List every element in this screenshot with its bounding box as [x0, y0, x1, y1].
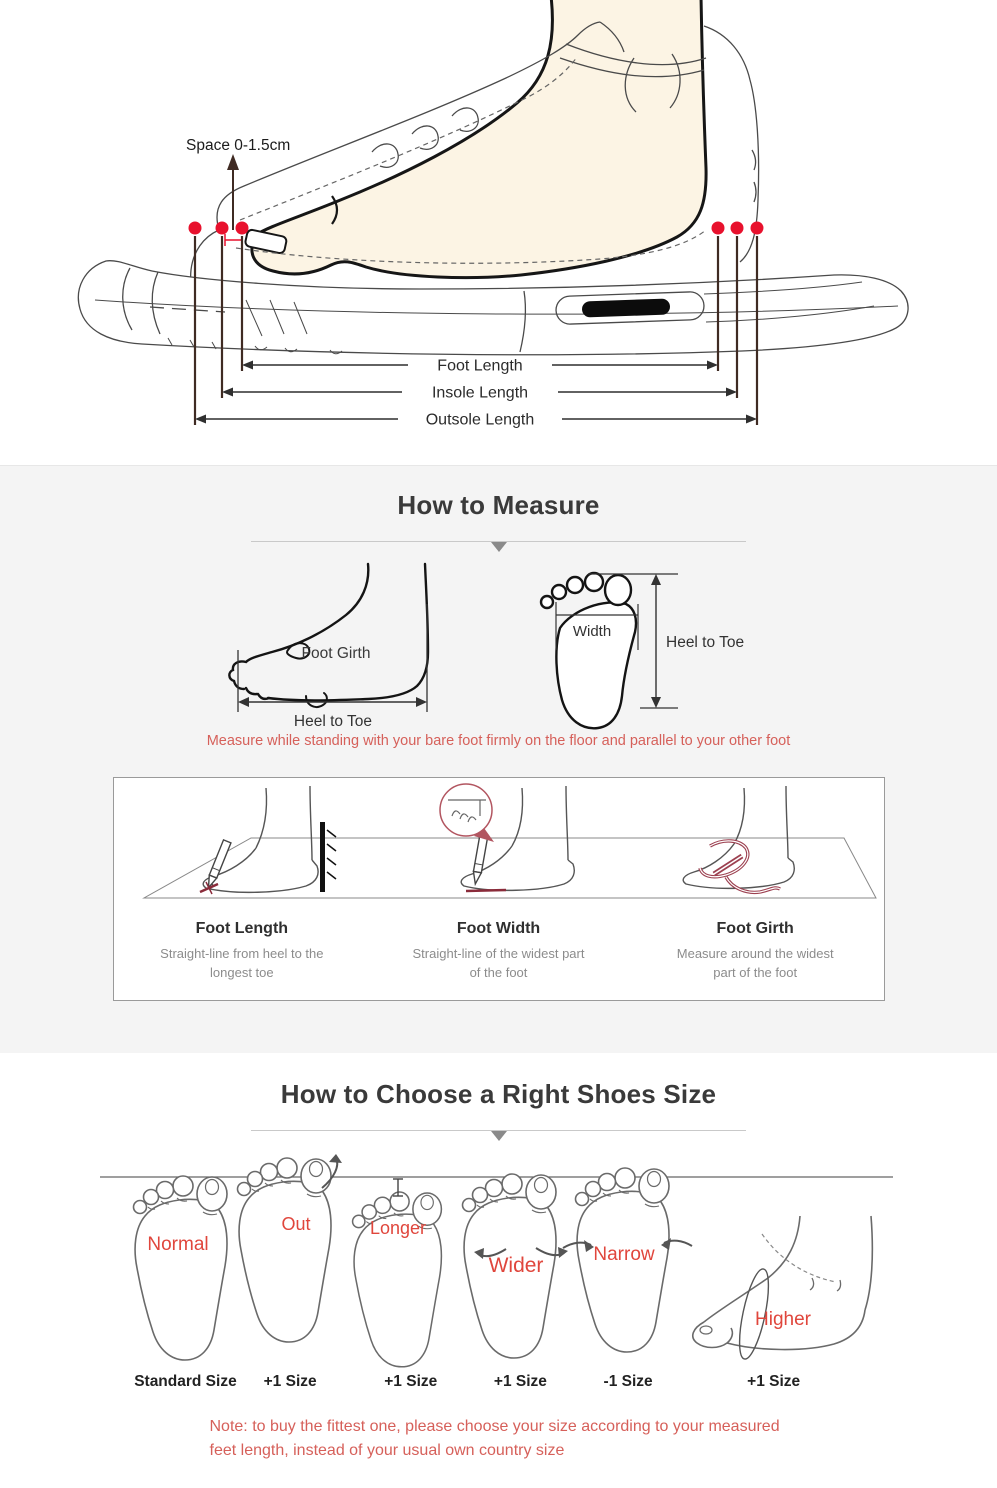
fit-label-out: Out: [281, 1214, 311, 1235]
fit-label-narrow: Narrow: [593, 1244, 655, 1266]
measurement-labels: [426, 358, 535, 429]
measure-steps-box: [113, 777, 885, 1001]
width-mark: [466, 890, 506, 891]
size-label-longer: +1 Size: [384, 1373, 438, 1391]
side-heel-to-toe-label: Heel to Toe: [293, 713, 373, 731]
foot-normal: [134, 1176, 228, 1360]
size-label-out: +1 Size: [263, 1373, 317, 1391]
step-description: Straight-line of the widest part of the foot: [412, 946, 585, 981]
divider-arrow-down-icon: [491, 542, 507, 552]
foot-out: [238, 1158, 332, 1342]
measure-steps-labels: [114, 920, 884, 983]
size-label-higher: +1 Size: [747, 1373, 801, 1391]
magnifier-detail: [440, 784, 494, 842]
step-description: Straight-line from heel to the longest toe: [160, 946, 324, 981]
size-label-standard: Standard Size: [134, 1373, 237, 1391]
how-to-choose-title: How to Choose a Right Shoes Size: [280, 1079, 717, 1109]
measure-standing-note: Measure while standing with your bare foot firmly on the floor and parallel to your other foot: [206, 733, 791, 750]
fit-label-higher: Higher: [755, 1309, 811, 1331]
foot-in-shoe-shape: [252, 0, 706, 278]
outsole-length-label: Outsole Length: [425, 411, 535, 429]
choose-size-note: Note: to buy the fittest one, please choose your size according to your measured feet length, instead of your usual own country size: [209, 1418, 780, 1460]
how-to-measure-title: How to Measure: [397, 490, 600, 520]
foot-higher: [693, 1216, 873, 1361]
step-foot-length: [114, 920, 371, 983]
step-foot-width: [370, 920, 627, 983]
shoe-fit-diagram-section: [0, 0, 997, 465]
heel-wall: [320, 822, 325, 892]
foot-girth-label: Foot Girth: [301, 645, 371, 663]
footprint-drawing: [541, 573, 636, 728]
section-divider: [251, 1130, 746, 1142]
fit-label-longer: Longer: [369, 1218, 427, 1239]
shoe-measurement-diagram: [0, 0, 997, 465]
how-to-choose-section: [0, 1053, 997, 1488]
step-description: Measure around the widest part of the foot: [676, 946, 834, 981]
fit-label-wider: Wider: [488, 1254, 544, 1278]
measuring-feet-diagram: [0, 558, 997, 730]
size-recommendation-row: [0, 1373, 997, 1393]
size-label-narrow: -1 Size: [603, 1373, 653, 1391]
measure-steps-illustration: [114, 780, 884, 920]
step-title: Foot Width: [456, 920, 541, 938]
side-foot-drawing: [229, 564, 428, 707]
footprint-heel-to-toe-label: Heel to Toe: [666, 634, 745, 652]
insole-length-label: Insole Length: [431, 384, 529, 402]
step-title: Foot Girth: [716, 920, 794, 938]
section-divider: [251, 541, 746, 553]
step-title: Foot Length: [195, 920, 289, 938]
size-label-wider: +1 Size: [493, 1373, 547, 1391]
fit-types-diagram: [0, 1154, 997, 1369]
step-foot-girth: [627, 920, 884, 983]
foot-length-label: Foot Length: [437, 357, 523, 375]
sole-air-window: [582, 298, 671, 317]
how-to-measure-section: [0, 465, 997, 1053]
fit-label-normal: Normal: [147, 1234, 209, 1256]
space-label: Space 0-1.5cm: [186, 137, 291, 154]
divider-arrow-down-icon: [491, 1131, 507, 1141]
width-label: Width: [572, 623, 612, 641]
toe-gap-mark: [225, 234, 243, 246]
